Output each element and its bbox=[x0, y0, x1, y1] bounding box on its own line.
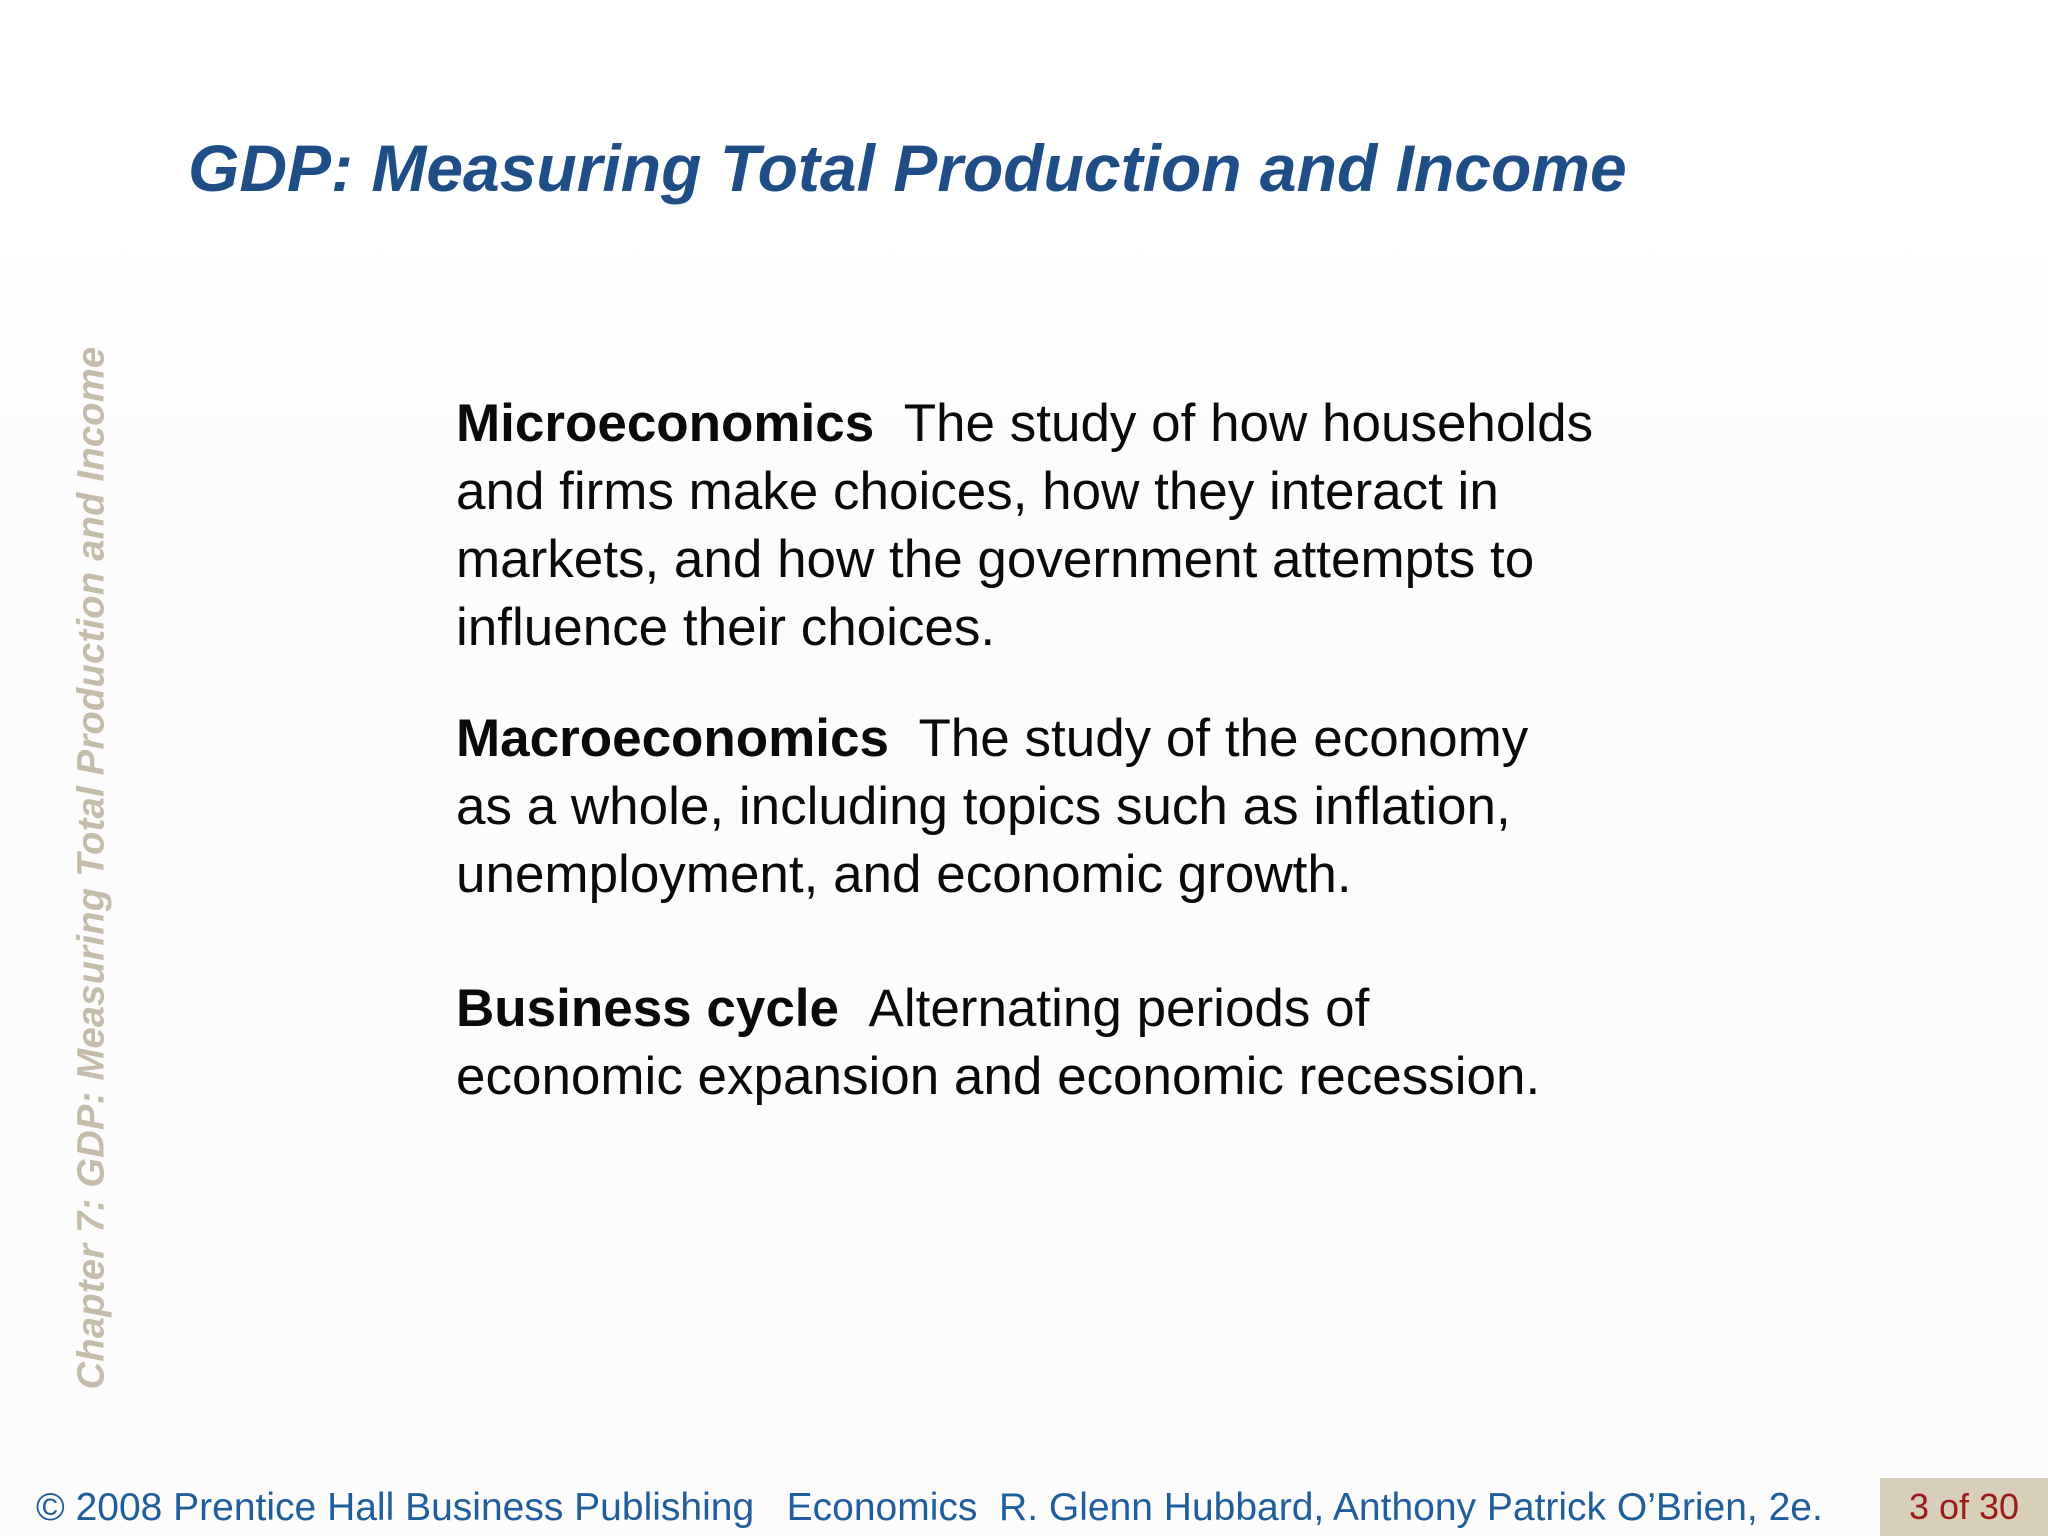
definition-term: Business cycle bbox=[456, 979, 840, 1038]
definition-text: The study of how households and firms make choices, how they interact in markets, and how the government attempts to influence their choices. bbox=[456, 394, 1594, 657]
slide-title: GDP: Measuring Total Production and Income bbox=[188, 131, 1627, 205]
footer-copyright: © 2008 Prentice Hall Business Publishing bbox=[36, 1486, 755, 1529]
definition-text: Alternating periods of economic expansion and economic recession. bbox=[456, 979, 1541, 1106]
footer-credit bbox=[36, 1484, 1823, 1532]
footer bbox=[0, 1478, 2048, 1536]
definition-business-cycle bbox=[456, 975, 1596, 1111]
definition-term: Microeconomics bbox=[456, 394, 875, 453]
definitions-list bbox=[456, 390, 1596, 1111]
chapter-side-label: Chapter 7: GDP: Measuring Total Production and Income bbox=[70, 346, 113, 1390]
definition-text: The study of the economy as a whole, including topics such as inflation, unemployment, and economic growth. bbox=[456, 709, 1529, 904]
definition-macroeconomics bbox=[456, 705, 1596, 909]
page-indicator: 3 of 30 bbox=[1880, 1478, 2048, 1536]
footer-book: Economics R. Glenn Hubbard, Anthony Patrick O’Brien, 2e. bbox=[786, 1486, 1823, 1529]
definition-term: Macroeconomics bbox=[456, 709, 889, 768]
definition-microeconomics bbox=[456, 390, 1596, 662]
